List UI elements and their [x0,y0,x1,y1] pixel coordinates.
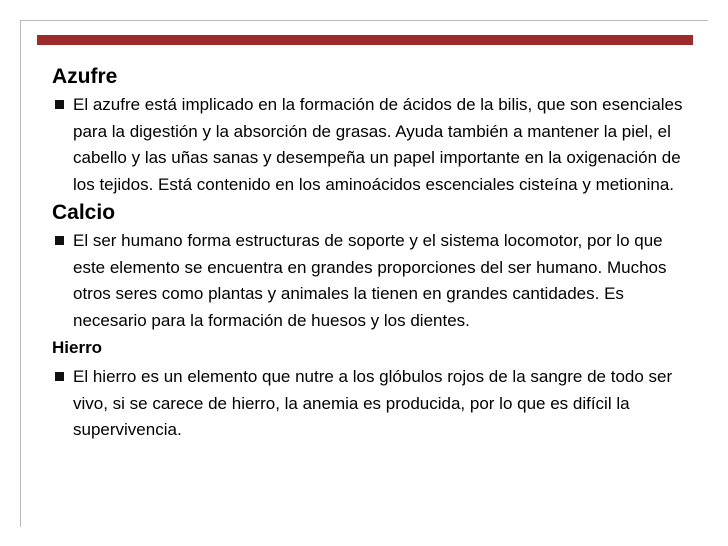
bullet-square-icon [55,372,64,381]
bullet-text: El azufre está implicado en la formación de ácidos de la bilis, que son esenciales para la digestión y la absorción de grasas. Ayuda también a mantener la piel, el cabello y las uñas sanas y desempeña un papel importante en la oxigenación de los tejidos. Está contenido en los aminoácidos escenciales cisteína y metionina. [73,95,683,194]
bullet-item [52,364,692,444]
bullet-text: El hierro es un elemento que nutre a los glóbulos rojos de la sangre de todo ser vivo, si se carece de hierro, la anemia es producida, por lo que es difícil la supervivencia. [73,367,673,439]
frame-left-line [20,20,21,527]
section-heading: Hierro [52,338,103,357]
bullet-item [52,92,692,198]
frame-top-line [20,20,708,21]
bullet-text: El ser humano forma estructuras de soporte y el sistema locomotor, por lo que este elemento se encuentra en grandes proporciones del ser humano. Muchos otros seres como plantas y animales la tienen en grandes cantidades. Es necesario para la formación de huesos y los dientes. [73,231,667,330]
section-heading: Calcio [52,201,116,224]
section-calcio [52,198,692,334]
bullet-item [52,228,692,334]
section-azufre [52,62,692,198]
section-heading: Azufre [52,65,118,88]
section-hierro [52,336,692,444]
slide-content [52,62,692,444]
bullet-square-icon [55,100,64,109]
bullet-square-icon [55,236,64,245]
accent-bar [37,35,693,45]
